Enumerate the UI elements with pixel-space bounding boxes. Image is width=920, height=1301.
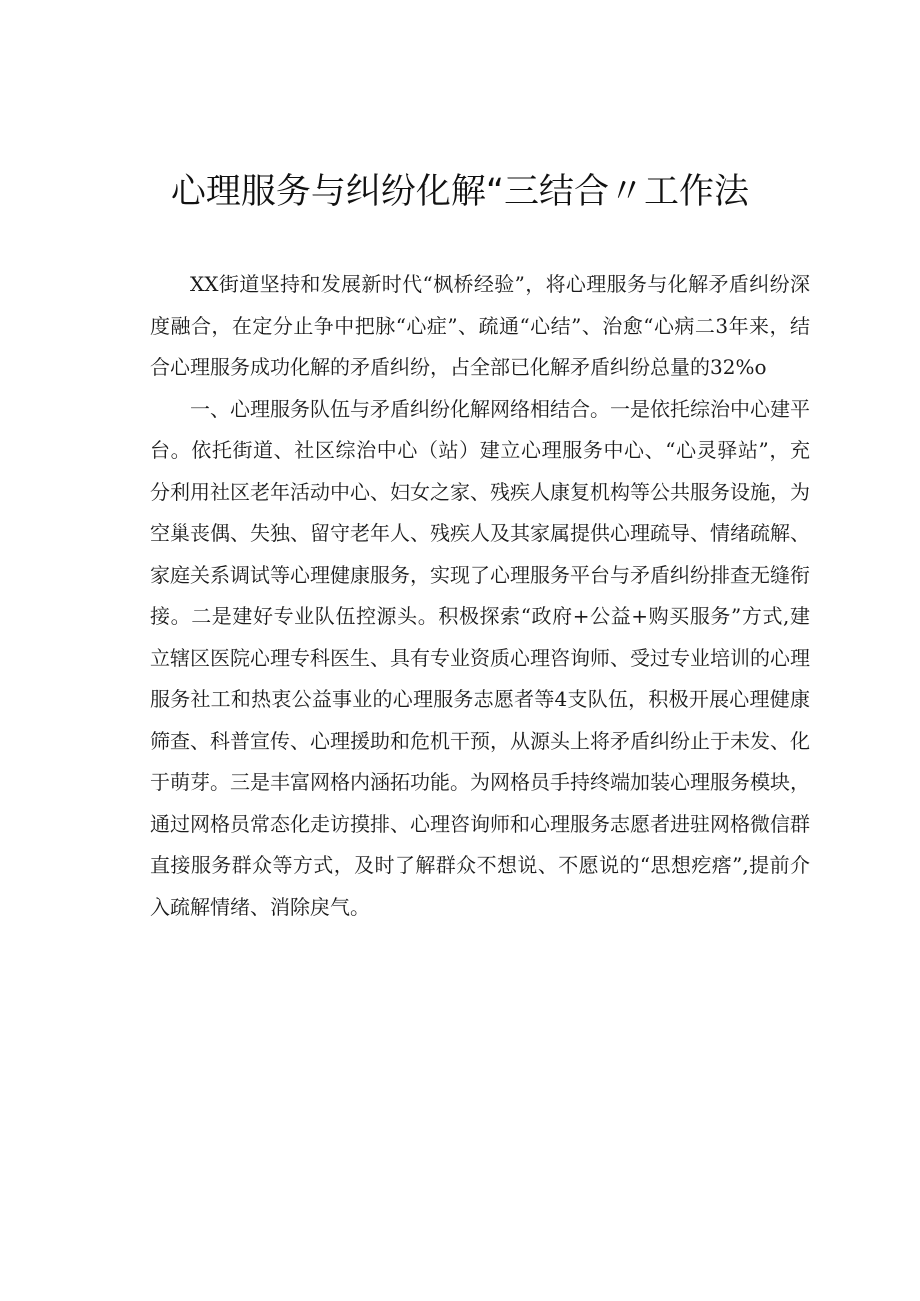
intro-paragraph: XX街道坚持和发展新时代“枫桥经验”，将心理服务与化解矛盾纠纷深度融合，在定分止争中把脉“心症”、疏通“心结”、治愈“心病二3年来，结合心理服务成功化解的矛盾纠纷，占全部已化解矛盾纠纷总量的32%o — [150, 272, 810, 379]
document-body — [150, 264, 810, 928]
document-title: 心理服务与纠纷化解“三结合〃工作法 — [170, 172, 750, 212]
section-one-paragraph: 一、心理服务队伍与矛盾纠纷化解网络相结合。一是依托综治中心建平台。依托街道、社区综治中心（站）建立心理服务中心、“心灵驿站”，充分利用社区老年活动中心、妇女之家、残疾人康复机构等公共服务设施，为空巢丧偶、失独、留守老年人、残疾人及其家属提供心理疏导、情绪疏解、家庭关系调试等心理健康服务，实现了心理服务平台与矛盾纠纷排查无缝衔接。二是建好专业队伍控源头。积极探索“政府+公益+购买服务”方式,建立辖区医院心理专科医生、具有专业资质心理咨询师、受过专业培训的心理服务社工和热衷公益事业的心理服务志愿者等4支队伍，积极开展心理健康筛查、科普宣传、心理援助和危机干预，从源头上将矛盾纠纷止于未发、化于萌芽。三是丰富网格内涵拓功能。为网格员手持终端加装心理服务模块，通过网格员常态化走访摸排、心理咨询师和心理服务志愿者进驻网格微信群直接服务群众等方式，及时了解群众不想说、不愿说的“思想疙瘩”,提前介入疏解情绪、消除戾气。 — [150, 396, 810, 919]
